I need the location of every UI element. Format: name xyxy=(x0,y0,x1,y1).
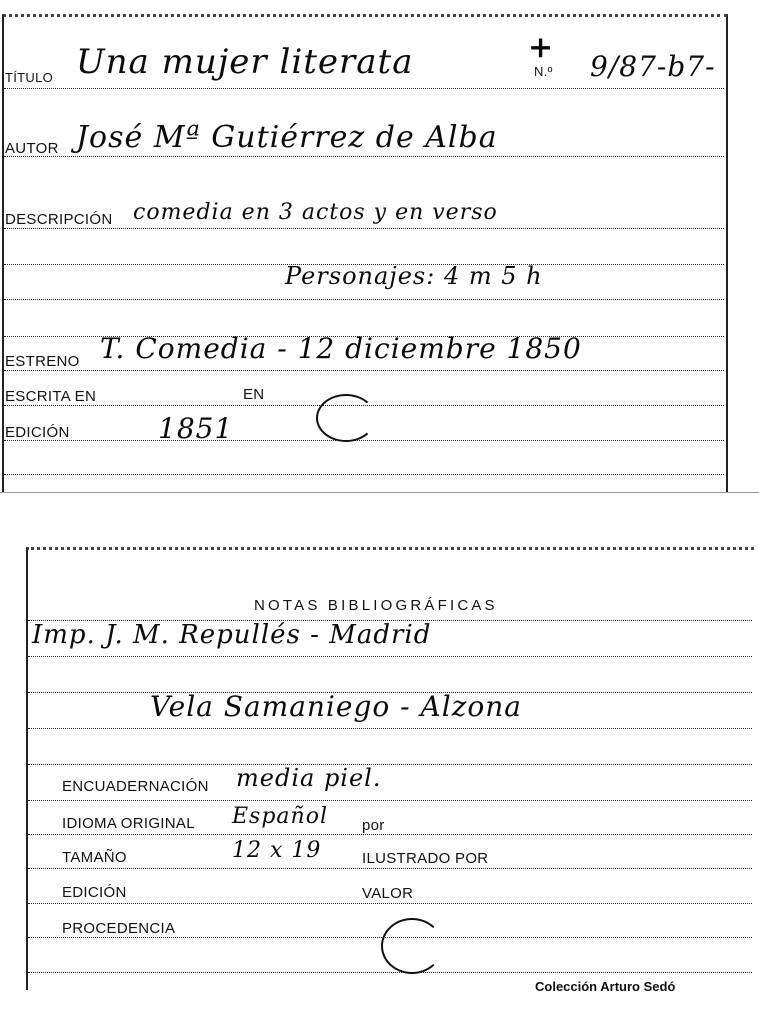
rule xyxy=(28,656,752,657)
descripcion-value: comedia en 3 actos y en verso xyxy=(133,200,498,225)
titulo-label: TÍTULO xyxy=(5,70,54,85)
numero-value: 9/87-b7- xyxy=(590,50,716,83)
titulo-value: Una mujer literata xyxy=(76,42,414,82)
en-label: EN xyxy=(243,386,265,403)
rule xyxy=(4,370,724,371)
rule xyxy=(4,440,724,441)
valor-label: VALOR xyxy=(362,885,414,902)
edicion-value: 1851 xyxy=(158,412,234,445)
estreno-label: ESTRENO xyxy=(5,353,80,370)
autor-label: AUTOR xyxy=(5,140,59,157)
numero-label: N.º xyxy=(534,64,553,79)
rule xyxy=(28,868,752,869)
rule xyxy=(28,834,752,835)
autor-value: José Mª Gutiérrez de Alba xyxy=(76,120,498,155)
escrita-label: ESCRITA EN xyxy=(5,388,97,405)
rule xyxy=(4,299,724,300)
rule xyxy=(4,474,724,475)
personajes-value: Personajes: 4 m 5 h xyxy=(285,262,543,290)
encuadernacion-value: media piel. xyxy=(236,764,382,792)
card-separator xyxy=(0,492,759,493)
notas-heading: NOTAS BIBLIOGRÁFICAS xyxy=(254,597,498,614)
collection-credit: Colección Arturo Sedó xyxy=(535,979,676,994)
edicion-label: EDICIÓN xyxy=(5,424,70,441)
ilustrado-label: ILUSTRADO POR xyxy=(362,850,489,867)
numero-mark: + xyxy=(528,30,555,65)
procedencia-label: PROCEDENCIA xyxy=(62,920,176,937)
encuadernacion-label: ENCUADERNACIÓN xyxy=(62,778,209,795)
stamp-mark xyxy=(316,394,376,442)
stamp-mark xyxy=(381,918,443,974)
tamano-value: 12 x 19 xyxy=(232,838,322,863)
tamano-label: TAMAÑO xyxy=(62,849,127,866)
rule xyxy=(28,903,752,904)
rule xyxy=(4,156,724,157)
idioma-label: IDIOMA ORIGINAL xyxy=(62,815,195,832)
rule xyxy=(28,800,752,801)
edicion2-label: EDICIÓN xyxy=(62,884,127,901)
note-printer: Imp. J. M. Repullés - Madrid xyxy=(32,620,432,650)
rule xyxy=(28,972,752,973)
rule xyxy=(4,228,724,229)
por-label: por xyxy=(362,817,385,834)
idioma-value: Español xyxy=(232,804,328,829)
descripcion-label: DESCRIPCIÓN xyxy=(5,211,113,228)
rule xyxy=(28,764,752,765)
rule xyxy=(28,728,752,729)
rule xyxy=(4,88,724,89)
estreno-value: T. Comedia - 12 diciembre 1850 xyxy=(100,332,582,365)
note-provenance: Vela Samaniego - Alzona xyxy=(150,690,523,723)
